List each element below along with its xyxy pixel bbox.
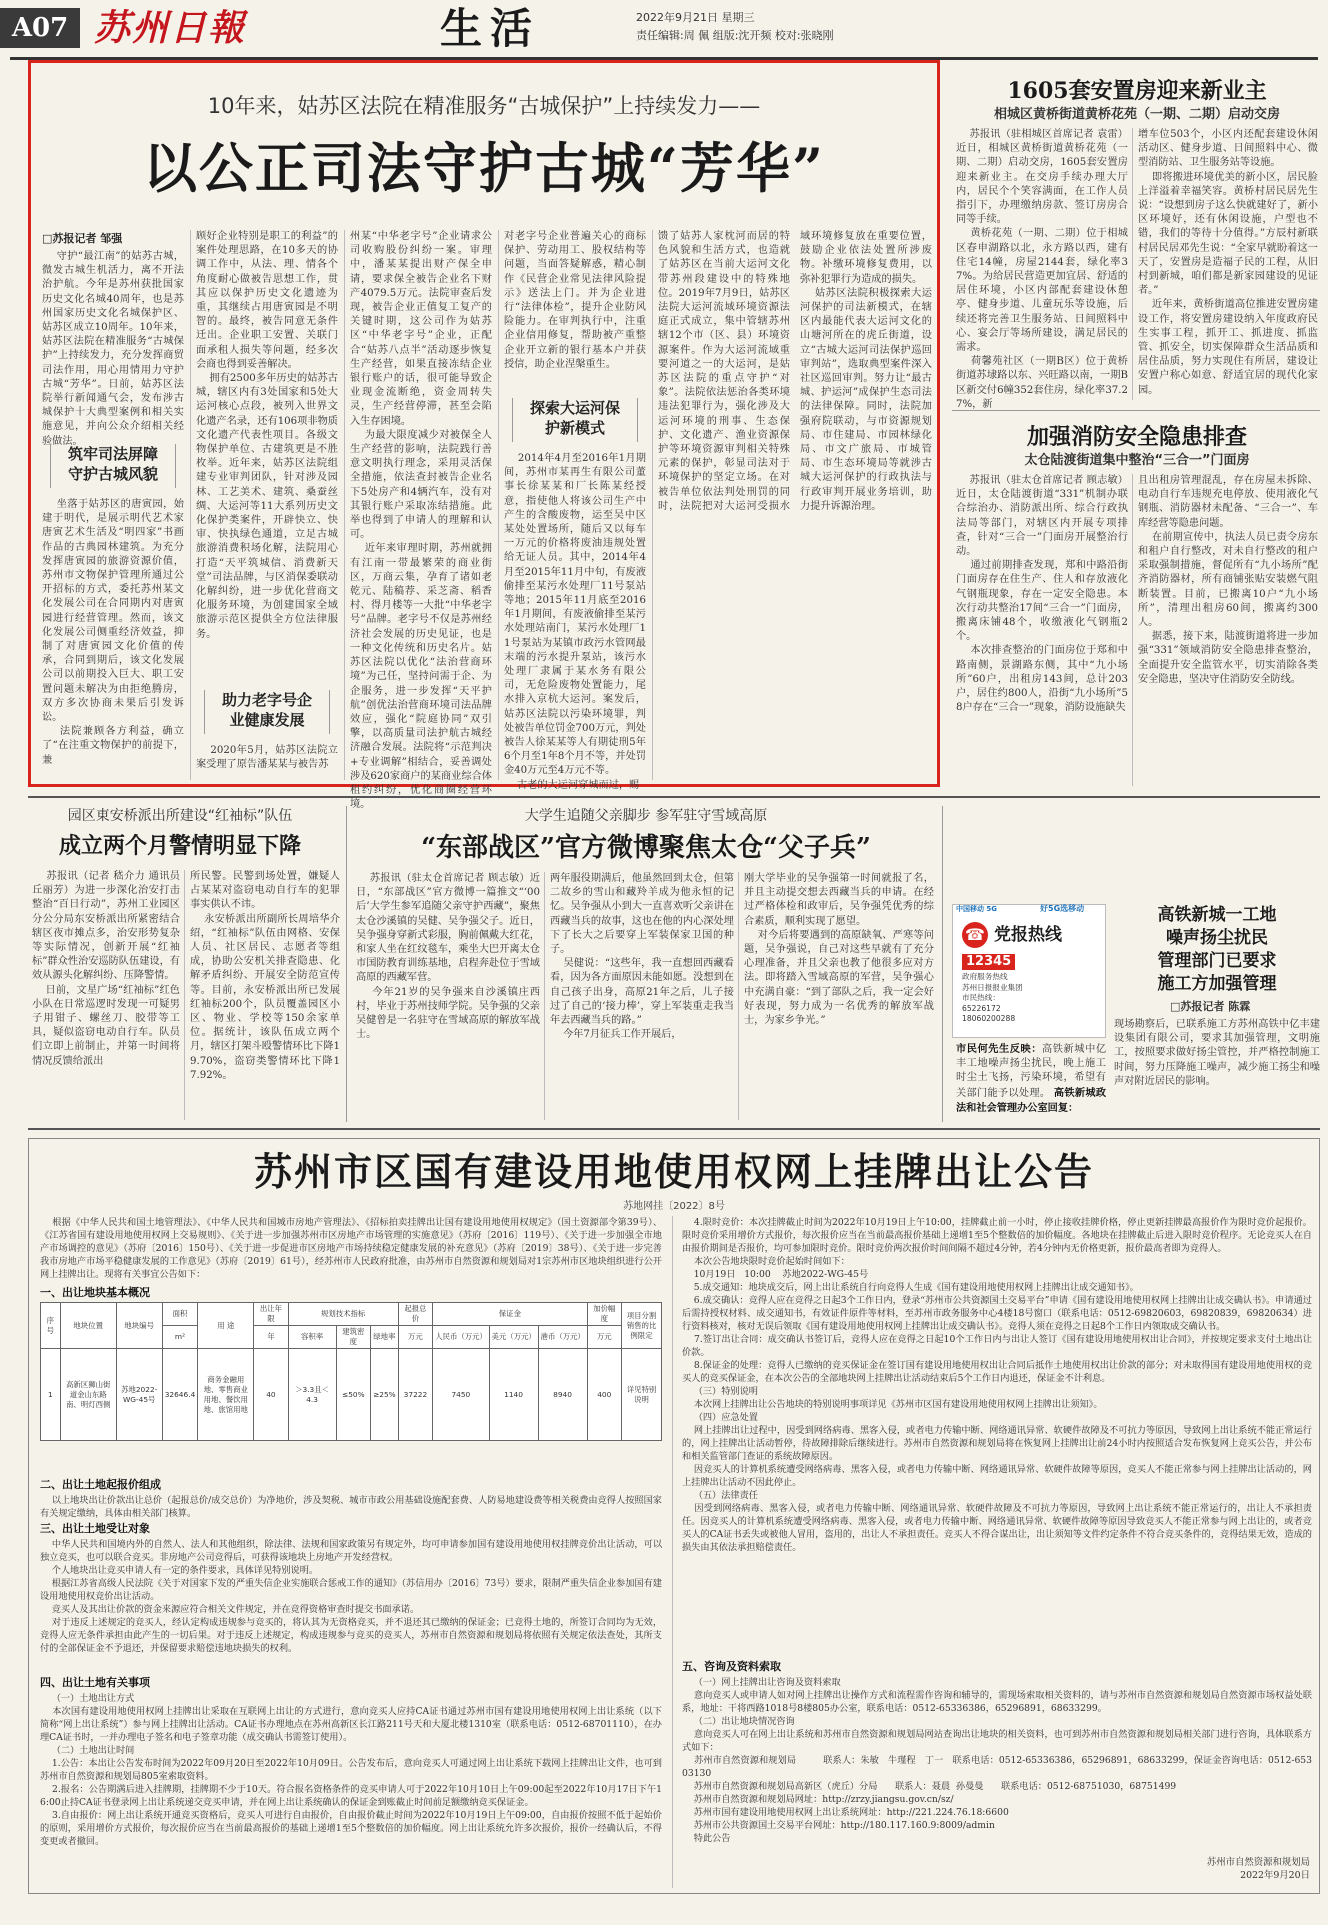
col-divider [498, 230, 499, 780]
cell: 7450 [433, 1349, 489, 1441]
notice-section-1: 一、出让地块基本概况 [40, 1286, 150, 1299]
th-planning: 规划技术指标 [288, 1303, 398, 1326]
cell: 1140 [489, 1349, 538, 1441]
notice-number: 苏地网挂〔2022〕8号 [623, 1201, 725, 1212]
col-divider [184, 870, 185, 1120]
editors-line: 责任编辑:周 佩 组版:沈开频 校对:张晓刚 [636, 29, 834, 42]
col-divider [190, 230, 191, 780]
main-subhead-1: 筑牢司法屏障 守护古城风貌 [50, 444, 176, 488]
right1-col-a: 苏报讯（驻相城区首席记者 袁雷）近日，相城区黄桥街道黄桥花苑（一期、二期）启动交房，1605套安置房迎来新业主。在交房手续办理大厅内，居民个个笑容满面，在工作人员指引下，办理缴纳房款、签订房房合同等手续。 黄桥花苑（一期、二期）位于相城区春申湖路以北，永方路以西，建有住宅14幢，房屋2144套，绿化率37%。为给居民营造更加宜居、舒适的居住环境，小区内部配套建设休憩亭、健身步道、儿童玩乐等设施，后续还将完善卫生服务站、日间照料中心、宴会厅等场所建设，满足居民的需求。 荷馨苑社区（一期B区）位于黄桥街道苏埭路以东、兴旺路以南，一期B区新交付6幢352套住房，绿化率37.27%，新 [956, 129, 1128, 410]
th-hkd: 港币（万元） [538, 1326, 587, 1349]
notice-text-3: 中华人民共和国境内外的自然人、法人和其他组织，除法律、法规和国家政策另有规定外，均可申请参加国有建设用地使用权挂牌竞价出让活动，可以独立竞买，也可以联合竞买。非房地产公司竞得后，可获得该地块上房地产开发经营权。 个人地块出让竞买申请人有一定的条件要求，具体详见特别说明。 根据江苏省高级人民法院《关于对国家下发的严重失信企业实施联合惩戒工作的通知》（苏信用办〔2016〕73号）要求，限制严重失信企业参加国有建设用地使用权竞价出让活动。 竞买人及其出让价款的资金来源应符合相关文件规定，并在竞得资格审查时提交书面承诺。 对于违反上述规定的竞买人，经认定构成违规参与竞买的，将认其为无资格竞买，并不退还其已缴纳的保证金；已竞得土地的，所签订合同均为无效，竞得人应无条件承担由此产生的一切后果。对于违反上述规定，构成违规参与竞买的竞买人，苏州市自然资源和规划局将依照有关规定依法查处，其所支付的全部保证金不予退还，并保留要求赔偿违地块损失的权利。 [40, 1539, 663, 1654]
carrier-slogan: 好5G选移动 [1040, 904, 1085, 913]
main-col-4b: 2014年4月至2016年1月期间，苏州市某再生有限公司董事长徐某某和厂长陈某经授意，指使他人将该公司生产中产生的含酸废物，运至吴中区某处处置场所，随后又以每车一万元的价格将废油违规处置给无证人员。其中，2014年4月至2015年11月中旬，有废液偷排至某污水处理厂11号泵站等地；2015年11月底至2016年1月期间，有废液偷排至某污水处理站南门，某污水处理厂11号泵站为某镇市政污水管网最末端的污水提升泵站，该污水处理厂隶属于某水务有限公司，无危险废物处置能力，尾水排入京杭大运河。案发后，姑苏区法院以污染环境罪，判处被告单位罚金700万元，判处被告人徐某某等人有期徒刑5年6个月至1年8个月不等，并处罚金40万元至4万元不等。 古老的大运河穿城而过，赐 [504, 453, 646, 791]
right2-col-a: 苏报讯（驻太仓首席记者 顾志敏）近日，太仓陆渡街道“331”机制办联合综治办、消防派出所、综合行政执法局等部门，对辖区内开展专项排查，针对“三合一”门面房开展整治行动。 通过前期排查发现，郑和中路沿街门面房存在住生产、住人和存放液化气钢瓶现象，存在一定安全隐患。本次行动共整治17间“三合一”门面房，搬离床铺48个，收缴液化气钢瓶2个。 本次排查整治的门面房位于郑和中路南侧，景湖路东侧，其中“九小场所”60户，出租房143间，总计203户，居住约800人，沿街“九小场所”58户存在“三合一”现象，消防设施缺失 [956, 475, 1128, 714]
th-unit-inc: 万元 [587, 1326, 621, 1349]
main-subhead-3: 探索大运河保 护新模式 [512, 398, 638, 442]
col-divider [942, 806, 943, 1122]
notice-text-5b: （一）网上挂牌出让咨询及资料索取 意向竞买人或申请人如对网上挂牌出让操作方式和流程需作咨询和辅导的，需现场索取相关资料的，请与苏州市自然资源和规划局自然资源市场权益处联系，地址：干将西路1018号8楼805办公室，联系电话：0512-65336386，65296891，68633299。 （二）出让地块情况咨询 意向竞买人可在网上出让系统和苏州市自然资源和规划局网站查询出让地块的相关资料，也可到苏州市自然资源和规划局相关部门进行咨询，具体联系方式如下： 苏州市自然资源和规划局 联系人：朱敏 牛瑾程 丁一 联系电话：0512-65336386，65296891，68633299，保证金咨询电话：0512-65303130 苏州市自然资源和规划局高新区（虎丘）分局 联系人：聂晨 孙曼曼 联系电话：0512-68751030，68751499 苏州市自然资源和规划局网址：http://zrzy.jiangsu.gov.cn/sz/ 苏州市国有建设用地使用权网上出让系统网址：http://221.224.76.18:6600 苏州市公共资源国土交易平台网址：http://180.117.160.9:8009/admin 特此公告 [682, 1677, 1312, 1844]
th-use: 用 途 [198, 1303, 254, 1349]
main-col-4: 对老字号企业普遍关心的商标保护、劳动用工、股权结构等问题，当面答疑解惑，精心制作《民营企业常见法律风险提示》送法上门。并为企业进行“法律体检”，提升企业防风险能力。在审判执行中，注重企业信用修复，帮助被产重整企业开立新的银行基本户并获授信，助企业涅槃重生。 [504, 231, 646, 370]
th-code: 地块编号 [116, 1303, 162, 1349]
phone-icon: ☎ [962, 922, 988, 948]
story4-col-a: 苏报讯（驻太仓首席记者 顾志敏）近日，“东部战区”官方微博一篇推文“‘00后’大学生参军追随父亲守护西藏”，聚焦太仓沙溪镇的吴健、吴争强父子。近日，吴争强身穿新式彩服，胸前佩戴大红花，和家人坐在红纹毯车，乘坐大巴开离太仓市国防教育训练基地，启程奔赴位于雪域高原的西藏军营。 今年21岁的吴争强来自沙溪镇庄西村，毕业于苏州技师学院。吴争强的父亲吴健曾是一名驻守在雪域高原的解放军战士。 [356, 873, 540, 1041]
right2-headline: 加强消防安全隐患排查 [1026, 424, 1247, 450]
th-green: 绿地率 [371, 1326, 399, 1349]
col-divider [738, 872, 739, 1120]
notice-text-4: （一）土地出让方式 本次国有建设用地使用权网上挂牌出让采取在互联网上出让的方式进行，意向竞买人应持CA证书通过苏州市国有建设用地使用权网上出让系统（以下简称“网上出让系统”）参与网上挂牌出让活动。CA证书办理地点在苏州高新区长江路211号天和大厦北楼1310室（联系电话：0512-68701110），在办理CA证书时，一并办理电子签名和电子签章功能（成交确认书需签订使用）。 （二）土地出让时间 1.公告：本出让公告发布时间为2022年09月20日至2022年10月09日。公告发布后，意向竞买人可通过网上出让系统下载网上挂牌出让文件，也可到苏州市自然资源和规划局805室索取资料。 2.报名：公告期满后进入挂牌期，挂牌期不少于10天。符合报名资格条件的竞买申请人可于2022年10月10日上午09:00起至2022年10月17日下午16:00止持CA证书登录网上出让系统递交竞买申请，并在网上出让系统确认的保证金到账截止时间前足额缴纳竞买保证金。 3.自由报价：网上出让系统开通竞买资格后，竞买人可进行自由报价，自由报价截止时间为2022年10月19日上午09:00，自由报价按照不低于起始价的原则，采用增价方式报价，每次报价应当在当前最高报价的基础上递增1至5个整数倍的加价幅度。网上出让系统允许多次报价，报价一经确认后，不得变更或者撤回。 [40, 1693, 662, 1847]
date-line: 2022年9月21日 星期三 [636, 11, 755, 24]
cell: 1 [41, 1349, 61, 1441]
main-col-1b: 坐落于姑苏区的唐寅园，始建于明代，是展示明代艺术家唐寅艺术生活及“明四家”书画作品的古典园林建筑。为充分发挥唐寅园的旅游资源价值，苏州市文物保护管理所通过公开招标的方式，委托苏州某文化发展公司在合同期内对唐寅园进行经营管理。然而，该文化发展公司侧重经济效益，抑制了对唐寅园文化价值的传承，合同到期后，该文化发展公司以前期投入巨大、职工安置问题未解决为由拒绝腾房，双方多次协商未果后引发诉讼。 法院兼顾各方利益，确立了“在注重文物保护的前提下，兼 [42, 499, 184, 766]
cell: 37222 [398, 1349, 433, 1441]
th-deposit: 保证金 [433, 1303, 587, 1326]
story3-col-a: 苏报讯（记者 嵇介力 通讯员 丘丽芳）为进一步深化治安打击整治“百日行动”，苏州工业园区分公分局东安桥派出所紧密结合辖区夜市摊点多，治安形势复杂等实际情况，创新开展“红袖标”群众性治安巡防队伍建设，有效从源头化解纠纷、压降警情。 日前，文星广场“红袖标”红色小队在日常巡逻时发现一可疑男子用钳子、螺丝刀、胶带等工具，疑似盗窃电动自行车。队员们立即上前制止，并第一时间将情况反馈给派出 [32, 871, 180, 1067]
story3-col-b: 所民警。民警到场处置，嫌疑人占某某对盗窃电动自行车的犯罪事实供认不讳。 永安桥派出所副所长周培华介绍，“红袖标”队伍由网格、安保人员、社区居民、志愿者等组成，协助公安机关排查隐患、化解矛盾纠纷、开展安全防范宣传等。目前，永安桥派出所已发展红袖标200个，队员覆盖园区小区、物业、学校等150余家单位。据统计，该队伍成立两个月，辖区打架斗殴警情环比下降19.70%，盗窃类警情环比下降17.92%。 [190, 871, 340, 1081]
cell: 详见特别说明 [622, 1349, 662, 1441]
cell: 8940 [538, 1349, 587, 1441]
col-divider [344, 230, 345, 780]
hotline-headline: 高铁新城一工地 噪声扬尘扰民 管理部门已要求 施工方加强管理 [1157, 905, 1277, 994]
main-col-3: 州某“中华老字号”企业请求公司收购股份纠纷一案。审理中，潘某某提出财产保全申请，要求保全被告企业名下财产4079.5万元。法院审查后发现，被告企业正值复工复产的关键时期，这公司作为姑苏区“中华老字号”企业，正配合“姑苏八点半”活动逐步恢复生产经营，如果直接冻结企业银行账户的话，很可能导致企业现金流断绝，资金周转失灵，生产经营停滞，甚至会陷入生存困境。 为最大限度减少对被保全人生产经营的影响，法院践行善意文明执行理念，采用灵活保全措施，依法查封被告企业名下5处房产和4辆汽车，没有对其银行账户采取冻结措施。此举也得到了申请人的理解和认可。 近年来审理时期，苏州就拥有江南一带最繁荣的商业街区，万商云集，孕育了诸如老乾元、陆稿荐、采芝斋、稻香村、得月楼等一大批“中华老字号”品牌。老字号不仅是苏州经济社会发展的历史见证，也是一种文化传统和历史名片。姑苏区法院以优化“法治营商环境”为己任，坚持问需于企、为企服务，进一步发挥“天平护航”创优法治营商环境司法品牌效应，强化“院庭协同”双引擎，以高质量司法护航古城经济融合发展。法院将“示范判决+专业调解”相结合，妥善调处涉及620家商户的某商业综合体租约纠纷，优化商圈经营环境。 [350, 231, 492, 811]
cell: ≤50% [336, 1349, 370, 1441]
th-unit-year: 年 [254, 1326, 288, 1349]
th-sale-limit: 项目分割销售的比例限定 [622, 1303, 662, 1349]
hotline-number: 12345 [962, 954, 1015, 970]
col-divider [672, 1216, 673, 1888]
section-rule [28, 796, 1320, 798]
col-divider [544, 872, 545, 1120]
main-kicker: 10年来，姑苏区法院在精准服务“古城保护”上持续发力—— [207, 94, 761, 118]
masthead [0, 0, 1328, 62]
col-divider [652, 230, 653, 780]
main-col-5: 馈了姑苏人家枕河而居的特色风貌和生活方式，也造就了姑苏区在当前大运河文化带苏州段建设中的特殊地位。2019年7月9日，姑苏区法院大运河流域环境资源法庭正式成立，集中管辖苏州辖12个市（区、县）环境资源案件。作为大运河流域重要河道之一的大运河，是姑苏区法院的重点守护“对象”。法院依法惩治各类环境违法犯罪行为，强化涉及大运河环境的刑事、生态保护、文化遗产、渔业资源保护等环境资源审判相关特殊元素的保护，彰显司法对于环境保护的坚定立场。在对被告单位依法判处刑罚的同时，法院把对大运河受损水域环境修复放在重要位置，鼓励企业依法处置所涉废物。补缴环境修复费用，以弥补犯罪行为造成的损失。 姑苏区法院积极探索大运河保护的司法新模式，在辖区内最能代表大运河文化的山塘河所在的虎丘街道，设立“古城大运河司法保护巡回审判站”，选取典型案件深入社区巡回审判。努力让“最古城、护运河”成保护生态司法的法律保障。同时，法院加强府院联动，与市资源规划局、市住建局、市园林绿化局、市文广旅局、市城管局、市生态环境局等就涉古城大运河保护的行政执法与行政审判开展业务培训，助力提升诉源治理。 [658, 231, 932, 512]
hotline-answer: 现场勘察后，已联系施工方苏州高铁中亿丰建设集团有限公司，要求其加强管理，文明施工，按照要求做好扬尘管控，并严格控制施工时间，努力压降施工噪声，减少施工扬尘和噪声对附近居民的影响。 [1114, 1019, 1320, 1087]
notice-text-5a: 4.限时竞价：本次挂牌截止时间为2022年10月19日上午10:00，挂牌截止前一小时，停止接收挂牌价格，停止更新挂牌最高报价作为限时竞价起报价。限时竞价采用增价方式报价，每次报价应当在当前最高报价基础上递增1至5个整数倍的加价幅度。各地块在挂牌截止后进入限时竞价程序。无论竞买人在自由报价期间是否报价，均可参加限时竞价。限时竞价两次报价时间间隔不超过4分钟，若4分钟内无价格更新，报价最高者即为竞得人。 本次公告地块限时竞价起始时间如下： 10月19日 10:00 苏地2022-WG-45号 5.成交通知：地块成交后，网上出让系统自行向竞得人生成《国有建设用地使用权网上挂牌出让成交通知书》。 6.成交确认：竞得人应在竞得之日起3个工作日内，登录“苏州市公共资源国土交易平台”申请《国有建设用地使用权网上挂牌出让成交确认书》。申请通过后需持授权材料、成交通知书，有效证件原件等材料，至苏州市政务服务中心4楼18号窗口（联系电话：0512-69820603，69820839，69820634）进行资料核对，核对无误后领取《国有建设用地使用权网上挂牌出让成交确认书》。竞得人须在竞得之日起8个工作日内领取成交确认书。 7.签订出让合同：成交确认书签订后，竞得人应在竞得之日起10个工作日内与出让人签订《国有建设用地使用权出让合同》，并按规定要求支付土地出让价款。 8.保证金的处理：竞得人已缴纳的竞买保证金在签订国有建设用地使用权出让合同后抵作土地使用权出让价款的部分；对未取得国有建设用地使用权的竞买人的竞买保证金，在本次公告的全部地块网上挂牌出让活动结束后5个工作日内退还，保证金不计利息。 （三）特别说明 本次网上挂牌出让公告地块的特别说明事项详见《苏州市区国有建设用地使用权网上挂牌出让须知》。 （四）应急处置 网上挂牌出让过程中，因受到网络病毒、黑客入侵，或者电力传输中断、网络通讯异常、软硬件故障及不可抗力等原因，导致网上出让系统不能正常运行的，网上挂牌出让活动暂停，待故障排除后继续进行。苏州市自然资源和规划局将在恢复网上挂牌出让前24小时内按照适合发布恢复网上竞买公告，并公布和相关监管部门查证的系统故障原因。 因竞买人的计算机系统遭受网络病毒、黑客入侵，或者电力传输中断、网络通讯异常、软硬件故障等原因，竞买人不能正常参与网上挂牌出让活动的，网上挂牌出让活动不因此停止。 （五）法律责任 因受到网络病毒、黑客入侵，或者电力传输中断、网络通讯异常、软硬件故障及不可抗力等原因，导致网上出让系统不能正常运行的，出让人不承担责任。因竞买人的计算机系统遭受网络病毒、黑客入侵，或者电力传输中断、网络通讯异常、软硬件故障等原因导致竞买人不能正常参与网上出让的，或者竞买人的CA证书丢失或被他人冒用，盗用的，出让人不承担责任。竞买人不得合谋出让，出让须知等文件约定条件不符合竞买条件的，竞得结果无效，造成的损失由其依法承担赔偿责任。 [682, 1217, 1313, 1553]
th-location: 地块位置 [60, 1303, 116, 1349]
right2-col-b: 且出租房管理混乱，存在房屋未拆除、电动自行车违规充电停放、使用液化气钢瓶、消防器材未配备、“三合一”、车库经营等隐患问题。 在前期宣传中，执法人员已责令房东和租户自行整改，对未自行整改的租户采取强制措施，督促所有“九小场所”配齐消防器材，所有商铺张贴安装燃气阻断装置。目前，已搬离10户“九小场所”，清理出租房60间，搬离约300人。 据悉，接下来，陆渡街道将进一步加强“331”领域消防安全隐患排查整治，全面提升安全监管水平，切实消除各类安全隐患，坚决守住消防安全防线。 [1138, 475, 1318, 685]
col-divider [346, 806, 347, 1122]
th-area: 面积 [162, 1303, 198, 1326]
cell: 高新区狮山街道金山东路南、明灯西侧 [60, 1349, 116, 1441]
th-usd: 美元（万元） [489, 1326, 538, 1349]
notice-section-3: 三、出让土地受让对象 [40, 1522, 150, 1535]
cell: ＞3.3且＜4.3 [288, 1349, 336, 1441]
carrier-brand: 中国移动 5G [956, 905, 998, 913]
notice-text-2: 以上地块出让价款出让总价（起报总价/成交总价）为净地价，涉及契税、城市市政公用基础设施配套费、人防易地建设费等相关税费由竞得人按照国家有关规定缴纳，具体由相关部门核算。 [40, 1495, 662, 1519]
th-unit-area: m² [162, 1326, 198, 1349]
table-row [41, 1349, 662, 1441]
notice-section-4: 四、出让土地有关事项 [40, 1676, 150, 1689]
main-byline: □苏报记者 邹强 [42, 232, 123, 245]
section-rule [952, 410, 1320, 411]
right1-subtitle: 相城区黄桥街道黄桥花苑（一期、二期）启动交房 [993, 107, 1280, 122]
notice-intro: 根据《中华人民共和国土地管理法》、《中华人民共和国城市房地产管理法》、《招标拍卖挂牌出让国有建设用地使用权规定》（国土资源部令第39号）、《江苏省国有建设用地使用权网上交易规则》、《关于进一步加强苏州市区房地产市场管理的实施意见》（苏府〔2016〕119号）、《关于进一步加强全市地产市场调控的意见》（苏府〔2016〕150号）、《关于进一步促进市区房地产市场持续稳定健康发展的补充意见》（苏府〔2019〕38号）、《关于进一步完善我市房地产市场平稳健康发展的工作意见》（苏府〔2019〕61号），经苏州市人民政府批准，由苏州市自然资源和规划局对1宗苏州市区地块组织进行公开网上挂牌出让。现将有关事宜公告如下： [40, 1217, 663, 1280]
hotline-qa [956, 1042, 1106, 1120]
main-col-2: 顾好企业特别是职工的利益”的案件处理思路，在10多天的协调工作中，从法、理、情各个角度耐心做被告思想工作，贯其应以保护历史文化遗迹为重，其继续占用唐寅园是不明智的。最终，被告同意无条件迁出。企业职工安置、关联门面承租人损失等问题，经多次会商也得到妥善解决。 拥有2500多年历史的姑苏古城，辖区内有3处国家和5处大运河核心点段，被列入世界文化遗产名录，还有106项非物质文化遗产代表性项目。各级文物保护单位、古建筑更是不胜枚举。近年来，姑苏区法院组建专业审判团队，针对涉及园林、工艺美术、建筑、桑蚕丝绸、大运河等11大系列历史文化保护类案件，开辟快立、快审、快执绿色通道，立足古城旅游消费积场化解，法院用心打造“天平筑城信、消费新天堂”司法品牌，与区消保委联动化解纠纷，进一步优化营商文化服务环境，为创建国家全域旅游示范区提供全方位法律服务。 [196, 231, 338, 640]
col-divider [1132, 474, 1133, 786]
story4-kicker: 大学生追随父亲脚步 参军驻守雪域高原 [524, 808, 768, 824]
story4-headline: “东部战区”官方微博聚焦太仓“父子兵” [421, 833, 871, 863]
page-number: A07 [0, 8, 80, 48]
th-rmb: 人民币（万元） [433, 1326, 489, 1349]
right2-subtitle: 太仓陆渡街道集中整治“三合一”门面房 [1024, 453, 1250, 468]
th-increment: 加价幅度 [587, 1303, 621, 1326]
story4-col-c: 刚大学毕业的吴争强第一时间就报了名，并且主动提交想去西藏当兵的申请。在经过严格体检和政审后，吴争强凭优秀的综合素质，顺利实现了愿望。 对今后将要遇到的高原缺氧、严寒等问题，吴争强说，自己对这些早就有了充分心理准备，并且父亲也教了他很多应对方法。即将踏入雪域高原的军营，吴争强心中充满自豪：“到了部队之后，我一定会好好表现，努力成为一名优秀的解放军战士，为家乡争光。” [744, 873, 934, 1027]
main-col-2b: 2020年5月，姑苏区法院立案受理了原告潘某某与被告苏 [196, 745, 338, 771]
th-term: 出让年限 [254, 1303, 288, 1326]
section-name: 生活 [440, 4, 541, 53]
answer-label: 高铁新城政法和社会管理办公室回复： [956, 1086, 1107, 1114]
cell: 苏地2022-WG-45号 [116, 1349, 162, 1441]
question-text: 高铁新城中亿丰工地噪声扬尘扰民，晚上施工时尘土飞扬，污染环境，希望有关部门能予以处理。 [956, 1044, 1107, 1099]
notice-signature: 苏州市自然资源和规划局 2022年9月20日 [1206, 1857, 1310, 1881]
cell: ≥25% [371, 1349, 399, 1441]
story4-col-b: 两年服役期满后，他虽然回到太仓，但第二故乡的雪山和藏羚羊成为他永恒的记忆。吴争强从小到大一直喜欢听父亲讲在西藏当兵的故事，这也在他的内心深处埋下了长大之后要穿上军装保家卫国的种子。 吴健说：“这些年，我一直想回西藏看看，因为各方面原因未能如愿。没想到在自己孩子出身，高原21年之后，儿子接过了自己的‘接力棒’，穿上军装重走我当年去西藏当兵的路。” 今年7月征兵工作开展后， [550, 873, 734, 1041]
hotline-byline: □苏报记者 陈霖 [1170, 1000, 1251, 1013]
right1-headline: 1605套安置房迎来新业主 [1007, 78, 1267, 104]
cell: 40 [254, 1349, 288, 1441]
main-headline: 以公正司法守护古城“芳华” [142, 136, 826, 200]
main-subhead-2: 助力老字号企 业健康发展 [204, 690, 330, 734]
land-parcel-table [40, 1302, 662, 1441]
cell: 商务金融用地、零售商业用地、餐饮用地、旅馆用地 [198, 1349, 254, 1441]
notice-section-2: 二、出让土地起报价组成 [40, 1478, 161, 1491]
th-index: 序号 [41, 1303, 61, 1349]
question-label: 市民何先生反映： [956, 1043, 1043, 1055]
cell: 400 [587, 1349, 621, 1441]
th-unit-price: 万元 [398, 1326, 433, 1349]
th-density: 建筑密度 [336, 1326, 370, 1349]
notice-title: 苏州市区国有建设用地使用权网上挂牌出让公告 [253, 1149, 1094, 1194]
col-divider [1132, 128, 1133, 400]
right1-col-b: 增车位503个，小区内还配套建设休闲活动区、健身步道、日间照料中心、微型消防站、卫生服务站等设施。 即将搬进环境优美的新小区，居民脸上洋溢着幸福笑容。黄桥村居民居先生说：“设想到房子这么快就建好了，新小区环境好，还有休闲设施，户型也不错，我们的等待十分值得。”方辰村新联村居民居邓先生说：“全家早就盼着这一天了，安置房是造福子民的工程，从旧村到新城，咱们都是新家园建设的见证者。” 近年来，黄桥街道高位推进安置房建设工作，将安置房建设纳入年度政府民生实事工程，抓开工、抓进度、抓监管、抓安全，切实保障群众生活品质和居住品质，努力实现住有所居，建设让安置户称心如意、舒适宜居的现代化家园。 [1138, 129, 1318, 396]
th-far: 容积率 [288, 1326, 336, 1349]
newspaper-logo: 苏州日報 [94, 7, 247, 49]
hotline-badge: 党报热线 [994, 925, 1062, 945]
hotline-lines: 政府服务热线 苏州日报报业集团 市民热线： 65226172 18060200288 [962, 972, 1023, 1023]
notice-section-5: 五、咨询及资料索取 [682, 1660, 781, 1673]
th-start-price: 起报总价 [398, 1303, 433, 1326]
story3-kicker: 园区東安桥派出所建设“红袖标”队伍 [67, 808, 293, 824]
story3-headline: 成立两个月警情明显下降 [58, 833, 301, 859]
main-col-1: 守护“最江南”的姑苏古城，微发古城生机活力，离不开法治护航。今年是苏州获批国家历史文化名城40周年，也是苏州国家历史文化名城保护区、姑苏区成立10周年。10年来，姑苏区法院在精准服务“古城保护”上持续发力，充分发挥商贸司法作用，用心用情用力守护古城“芳华”。日前，姑苏区法院举行新闻通气会，发布涉古城保护十大典型案例和相关实施意见，并向公众介绍相关经验做法。 [42, 251, 184, 447]
cell: 32646.4 [162, 1349, 198, 1441]
section-rule [28, 1128, 1320, 1130]
